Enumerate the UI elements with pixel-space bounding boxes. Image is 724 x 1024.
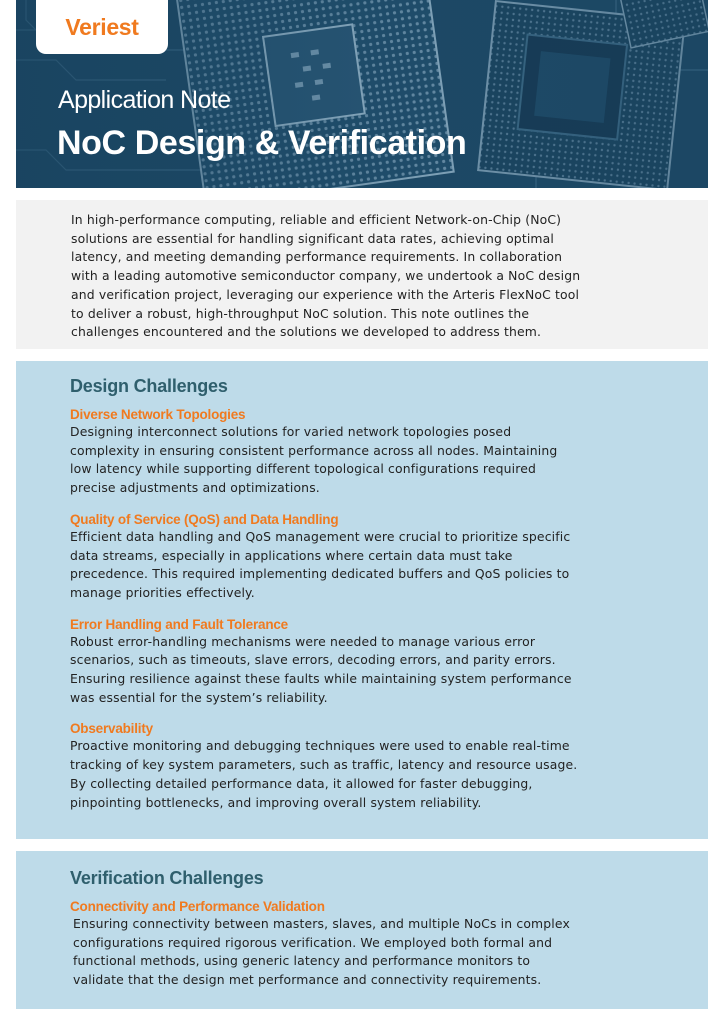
section-heading: Design Challenges [70,376,228,396]
header-banner [16,0,708,188]
challenge-item [70,617,708,708]
body-line: configurations required rigorous verification. We employed both formal and [73,934,553,950]
challenge-body [70,915,708,990]
body-line: Ensuring resilience against these faults while maintaining system performance [70,671,572,687]
veriest-logo: Veriest [65,13,139,40]
section-heading: Verification Challenges [70,868,264,888]
body-line: tracking of key system parameters, such as traffic, latency and resource usage. [70,757,578,773]
intro-paragraph [71,211,688,342]
challenge-item [70,407,708,498]
body-line: functional methods, using generic latency and performance monitors to [73,953,531,969]
body-line: scenarios, such as timeouts, slave errors, decoding errors, and parity errors. [70,652,556,668]
challenge-title: Connectivity and Performance Validation [70,899,325,914]
document-kicker: Application Note [58,86,231,114]
body-line: precedence. This required implementing dedicated buffers and QoS policies to [70,566,570,582]
challenge-body [70,423,708,498]
body-line: Designing interconnect solutions for varied network topologies posed [70,424,512,439]
page-title: NoC Design & Verification [57,124,467,162]
body-line: low latency while supporting different topological configurations required [70,461,537,477]
challenge-title: Quality of Service (QoS) and Data Handling [70,511,339,527]
intro-line: latency, and meeting demanding performance requirements. In collaboration [71,249,563,265]
body-line: Efficient data handling and QoS management were crucial to prioritize specific [70,528,571,544]
challenge-body [70,737,708,812]
intro-line: and verification project, leveraging our experience with the Arteris FlexNoC tool [71,286,580,302]
body-line: complexity in ensuring consistent performance across all nodes. Maintaining [70,442,558,458]
intro-line: solutions are essential for handling significant data rates, achieving optimal [71,230,554,246]
body-line: manage priorities effectively. [70,584,255,600]
challenge-title: Error Handling and Fault Tolerance [70,616,288,632]
intro-panel [16,200,708,349]
body-line: Proactive monitoring and debugging techniques were used to enable real-time [70,738,570,754]
challenge-item [70,512,708,603]
challenge-title: Observability [70,721,153,737]
intro-line: challenges encountered and the solutions we developed to address them. [71,324,542,340]
verification-challenges-section [16,851,708,1009]
design-challenges-section [16,361,708,839]
body-line: data streams, especially in applications where certain data must take [70,547,513,563]
logo-badge[interactable] [36,0,168,54]
challenge-item [70,899,708,990]
challenge-body [70,528,708,603]
body-line: Robust error-handling mechanisms were needed to manage various error [70,633,536,649]
body-line: validate that the design met performance and connectivity requirements. [73,972,542,988]
body-line: By collecting detailed performance data, it allowed for faster debugging, [70,775,533,791]
challenge-title: Diverse Network Topologies [70,407,246,422]
challenge-item [70,721,708,812]
intro-line: with a leading automotive semiconductor company, we undertook a NoC design [71,268,581,284]
body-line: Ensuring connectivity between masters, slaves, and multiple NoCs in complex [73,916,570,931]
challenge-body [70,633,708,708]
body-line: precise adjustments and optimizations. [70,480,320,496]
intro-line: to deliver a robust, high-throughput NoC solution. This note outlines the [71,305,530,321]
intro-line: In high-performance computing, reliable and efficient Network-on-Chip (NoC) [71,212,562,227]
body-line: was essential for the system’s reliability. [70,689,328,705]
body-line: pinpointing bottlenecks, and improving overall system reliability. [70,794,482,810]
